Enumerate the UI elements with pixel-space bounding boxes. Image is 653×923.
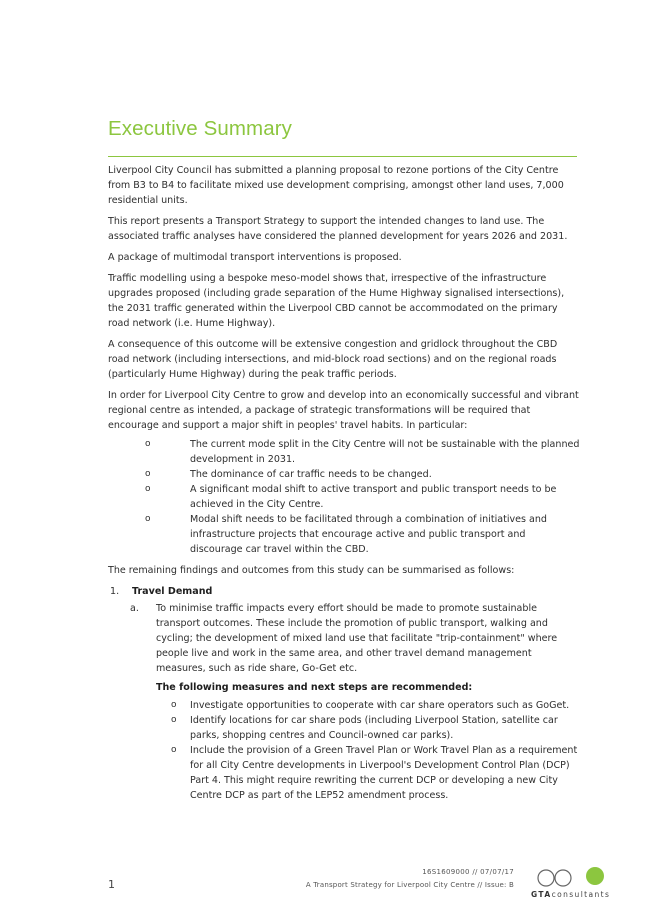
bullet-marker: o: [145, 484, 151, 494]
section-number: 1.: [110, 586, 120, 597]
bullet-marker: o: [145, 469, 151, 479]
document-title-footer: A Transport Strategy for Liverpool City Centre // Issue: B: [305, 881, 514, 889]
logo-dot-green: [586, 867, 604, 885]
logo-ring-left: [538, 870, 554, 886]
paragraph: This report presents a Transport Strategy to support the intended changes to land use. The associated traffic analyses have considered the planned development for years 2026 and 2031.: [108, 216, 568, 242]
paragraph: A package of multimodal transport interventions is proposed.: [108, 252, 402, 263]
list-item-text: Identify locations for car share pods (including Liverpool Station, satellite car parks, shopping centres and Council-owned car parks).: [190, 715, 558, 741]
paragraph: Liverpool City Council has submitted a planning proposal to rezone portions of the City Centre from B3 to B4 to facilitate mixed use development comprising, amongst other land uses, 7,000 residential units.: [108, 165, 564, 206]
logo-wordmark: [531, 890, 621, 899]
logo-ring-middle: [555, 870, 571, 886]
list-item-text: Include the provision of a Green Travel Plan or Work Travel Plan as a requirement for all City Centre developments in Liverpool's Development Control Plan (DCP) Part 4. This might require rewriting the current DCP or developing a new City Centre DCP as part of the LEP52 amendment process.: [190, 745, 578, 801]
recommendations-heading: The following measures and next steps are recommended:: [156, 682, 473, 693]
document-reference: 16S1609000 // 07/07/17: [422, 868, 514, 876]
list-item: [108, 512, 580, 557]
section-item: [108, 601, 580, 803]
list-item-text: Modal shift needs to be facilitated through a combination of initiatives and infrastructure projects that encourage active and public transport and discourage car travel within the CBD.: [190, 514, 547, 555]
bullet-marker: o: [171, 745, 177, 755]
paragraph: Traffic modelling using a bespoke meso-model shows that, irrespective of the infrastructure upgrades proposed (including grade separation of the Hume Highway signalised intersections), the 2031 traffic generated within the Liverpool CBD cannot be accommodated on the primary road network (i.e. Hume Highway).: [108, 273, 565, 329]
list-item-text: A significant modal shift to active transport and public transport needs to be achieved in the City Centre.: [190, 484, 557, 510]
title-divider: [108, 156, 577, 157]
bullet-list: [108, 437, 580, 557]
list-item: [156, 743, 580, 803]
bullet-marker: o: [171, 715, 177, 725]
logo-wordmark-rest: consultants: [551, 890, 611, 899]
item-text: To minimise traffic impacts every effort should be made to promote sustainable transport outcomes. These include the promotion of public transport, walking and cycling; the development of mixed land use that facilitate "trip-containment" where people live and work in the same area, and other travel demand management measures, such as ride share, Go-Get etc.: [156, 603, 558, 674]
list-item-text: The current mode split in the City Centre will not be sustainable with the planned development in 2031.: [190, 439, 580, 465]
paragraph: In order for Liverpool City Centre to grow and develop into an economically successful and vibrant regional centre as intended, a package of strategic transformations will be required that encourage and support a major shift in peoples' travel habits. In particular:: [108, 390, 579, 431]
list-item-text: Investigate opportunities to cooperate with car share operators such as GoGet.: [190, 700, 570, 711]
logo-wordmark-bold: GTA: [531, 890, 552, 899]
list-item: [108, 437, 580, 467]
page-number: 1: [108, 878, 115, 891]
summary-intro: The remaining findings and outcomes from this study can be summarised as follows:: [108, 565, 515, 576]
section-heading: Travel Demand: [132, 586, 213, 597]
list-item-text: The dominance of car traffic needs to be changed.: [190, 469, 432, 480]
page-title: Executive Summary: [108, 117, 292, 140]
document-body: [108, 163, 580, 803]
bullet-marker: o: [145, 514, 151, 524]
list-item: [156, 713, 580, 743]
paragraph: A consequence of this outcome will be extensive congestion and gridlock throughout the CBD road network (including intersections, and mid-block road sections) and on the regional roads (particularly Hume Highway) during the peak traffic periods.: [108, 339, 558, 380]
list-item: [108, 467, 580, 482]
item-letter: a.: [130, 603, 139, 614]
section-travel-demand: [108, 584, 580, 599]
list-item: [156, 698, 580, 713]
bullet-marker: o: [145, 439, 151, 449]
list-item: [108, 482, 580, 512]
bullet-marker: o: [171, 700, 177, 710]
